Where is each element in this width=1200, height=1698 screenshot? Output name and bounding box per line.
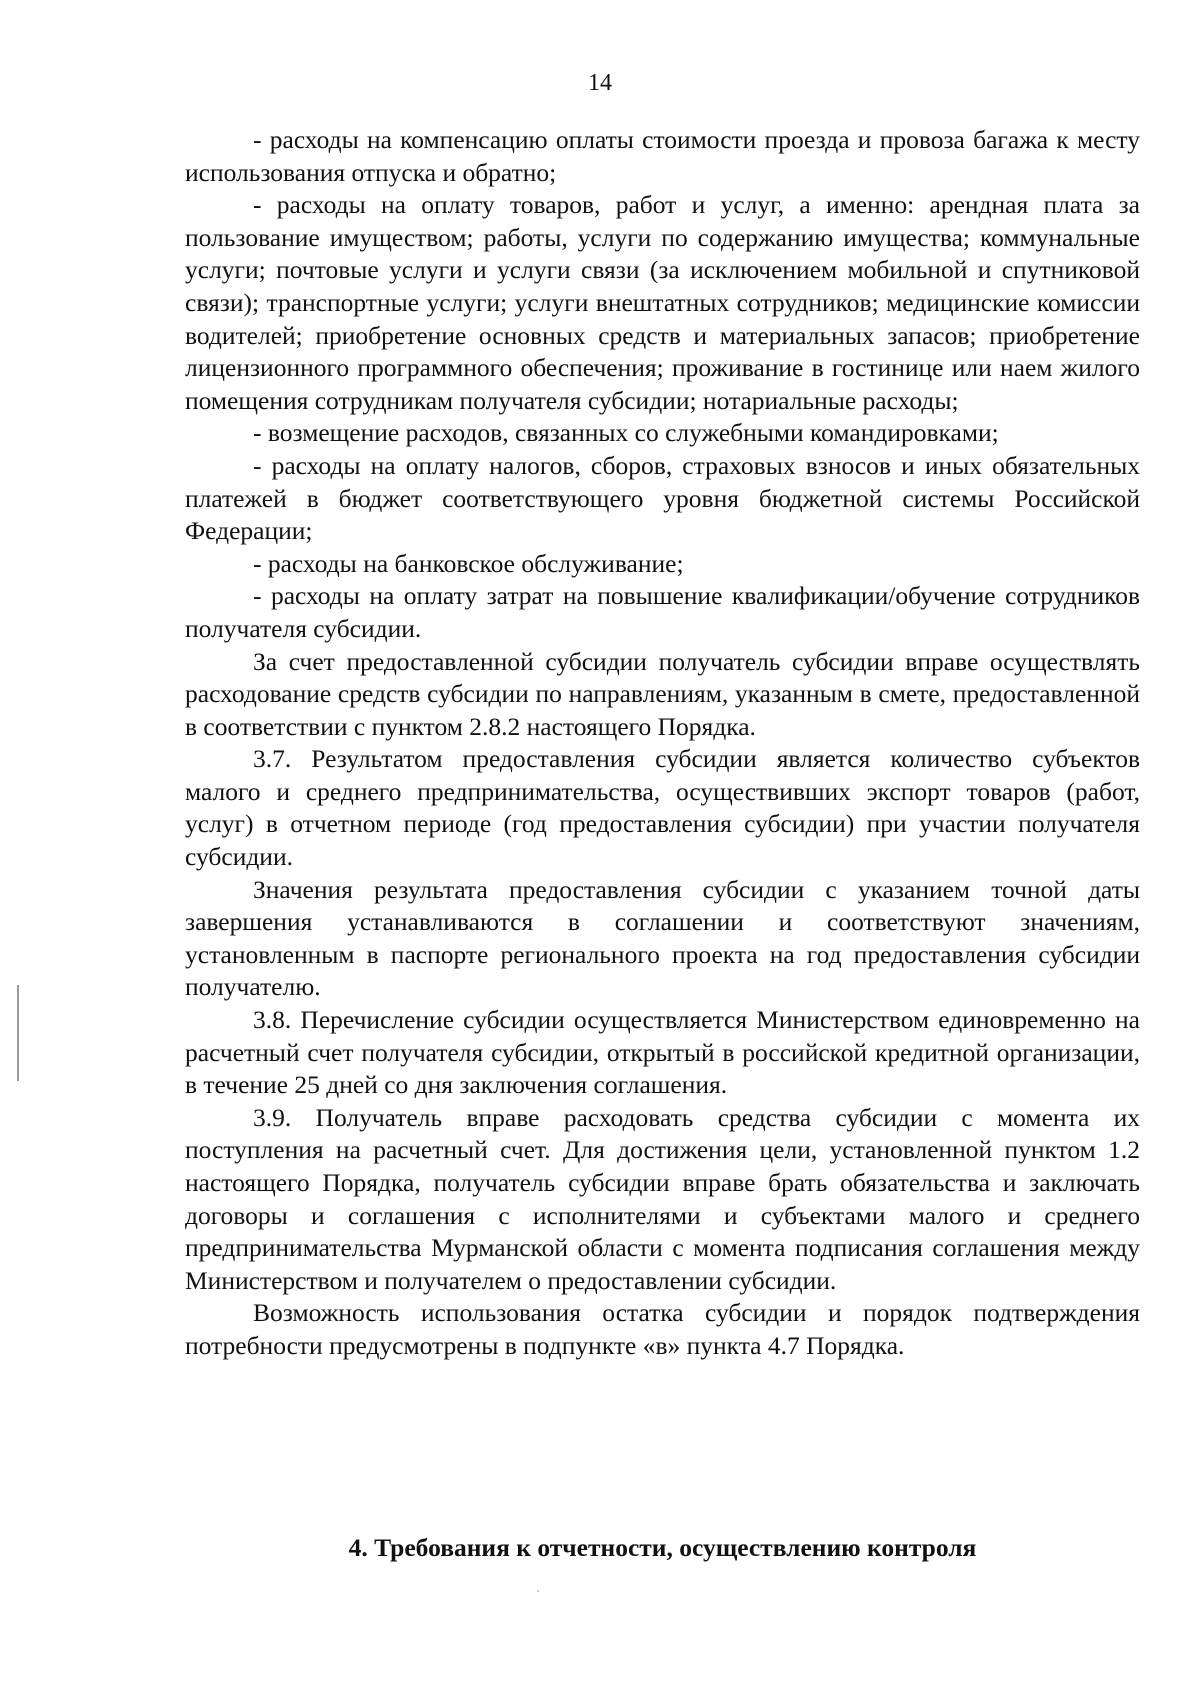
paragraph-clause-3-7: 3.7. Результатом предоставления субсидии является количество субъектов малого и среднего предпринимательства, осуществивших экспорт товаров (работ, услуг) в отчетном периоде (год предоставления субсидии) при участии получателя субсидии.: [185, 744, 1140, 872]
paragraph-taxes-fees: - расходы на оплату налогов, сборов, страховых взносов и иных обязательных платежей в бюджет соответствующего уровня бюджетной системы Российской Федерации;: [185, 450, 1140, 546]
paragraph-staff-training: - расходы на оплату затрат на повышение квалификации/обучение сотрудников получателя субсидии.: [185, 581, 1140, 643]
paragraph-banking-services: - расходы на банковское обслуживание;: [253, 548, 684, 578]
body-text: [185, 124, 1140, 1363]
paragraph-subsidy-spending: За счет предоставленной субсидии получатель субсидии вправе осуществлять расходование средств субсидии по направлениям, указанным в смете, предоставленной в соответствии с пунктом 2.8.2 настоящего Порядка.: [185, 646, 1140, 741]
scan-speck: [537, 1590, 539, 1592]
paragraph-goods-services-expenses: - расходы на оплату товаров, работ и услуг, а именно: арендная плата за пользование имуществом; работы, услуги по содержанию имущества; коммунальные услуги; почтовые услуги и услуги связи (за исключением мобильной и спутниковой связи); транспортные услуги; услуги внештатных сотрудников; медицинские комиссии водителей; приобретение основных средств и материальных запасов; приобретение лицензионного программного обеспечения; проживание в гостинице или наем жилого помещения сотрудникам получателя субсидии; нотариальные расходы;: [185, 190, 1140, 415]
scan-margin-mark: [17, 985, 19, 1081]
paragraph-business-trips: - возмещение расходов, связанных со служебными командировками;: [253, 418, 999, 448]
paragraph-clause-3-8: 3.8. Перечисление субсидии осуществляется Министерством единовременно на расчетный счет получателя субсидии, открытый в российской кредитной организации, в течение 25 дней со дня заключения соглашения.: [185, 1005, 1140, 1100]
paragraph-remaining-balance: Возможность использования остатка субсидии и порядок подтверждения потребности предусмотрены в подпункте «в» пункта 4.7 Порядка.: [185, 1298, 1140, 1360]
paragraph-clause-3-9: 3.9. Получатель вправе расходовать средства субсидии с момента их поступления на расчетный счет. Для достижения цели, установленной пунктом 1.2 настоящего Порядка, получатель субсидии вправе брать обязательства и заключать договоры и соглашения с исполнителями и субъектами малого и среднего предпринимательства Мурманской области с момента подписания соглашения между Министерством и получателем о предоставлении субсидии.: [185, 1102, 1140, 1295]
page-number: 14: [588, 70, 612, 96]
paragraph-travel-expenses: - расходы на компенсацию оплаты стоимости проезда и провоза багажа к месту использования отпуска и обратно;: [185, 125, 1140, 187]
section-heading: 4. Требования к отчетности, осуществлению контроля: [348, 1533, 977, 1562]
paragraph-result-values: Значения результата предоставления субсидии с указанием точной даты завершения устанавливаются в соглашении и соответствуют значениям, установленным в паспорте регионального проекта на год предоставления субсидии получателю.: [185, 874, 1140, 1002]
